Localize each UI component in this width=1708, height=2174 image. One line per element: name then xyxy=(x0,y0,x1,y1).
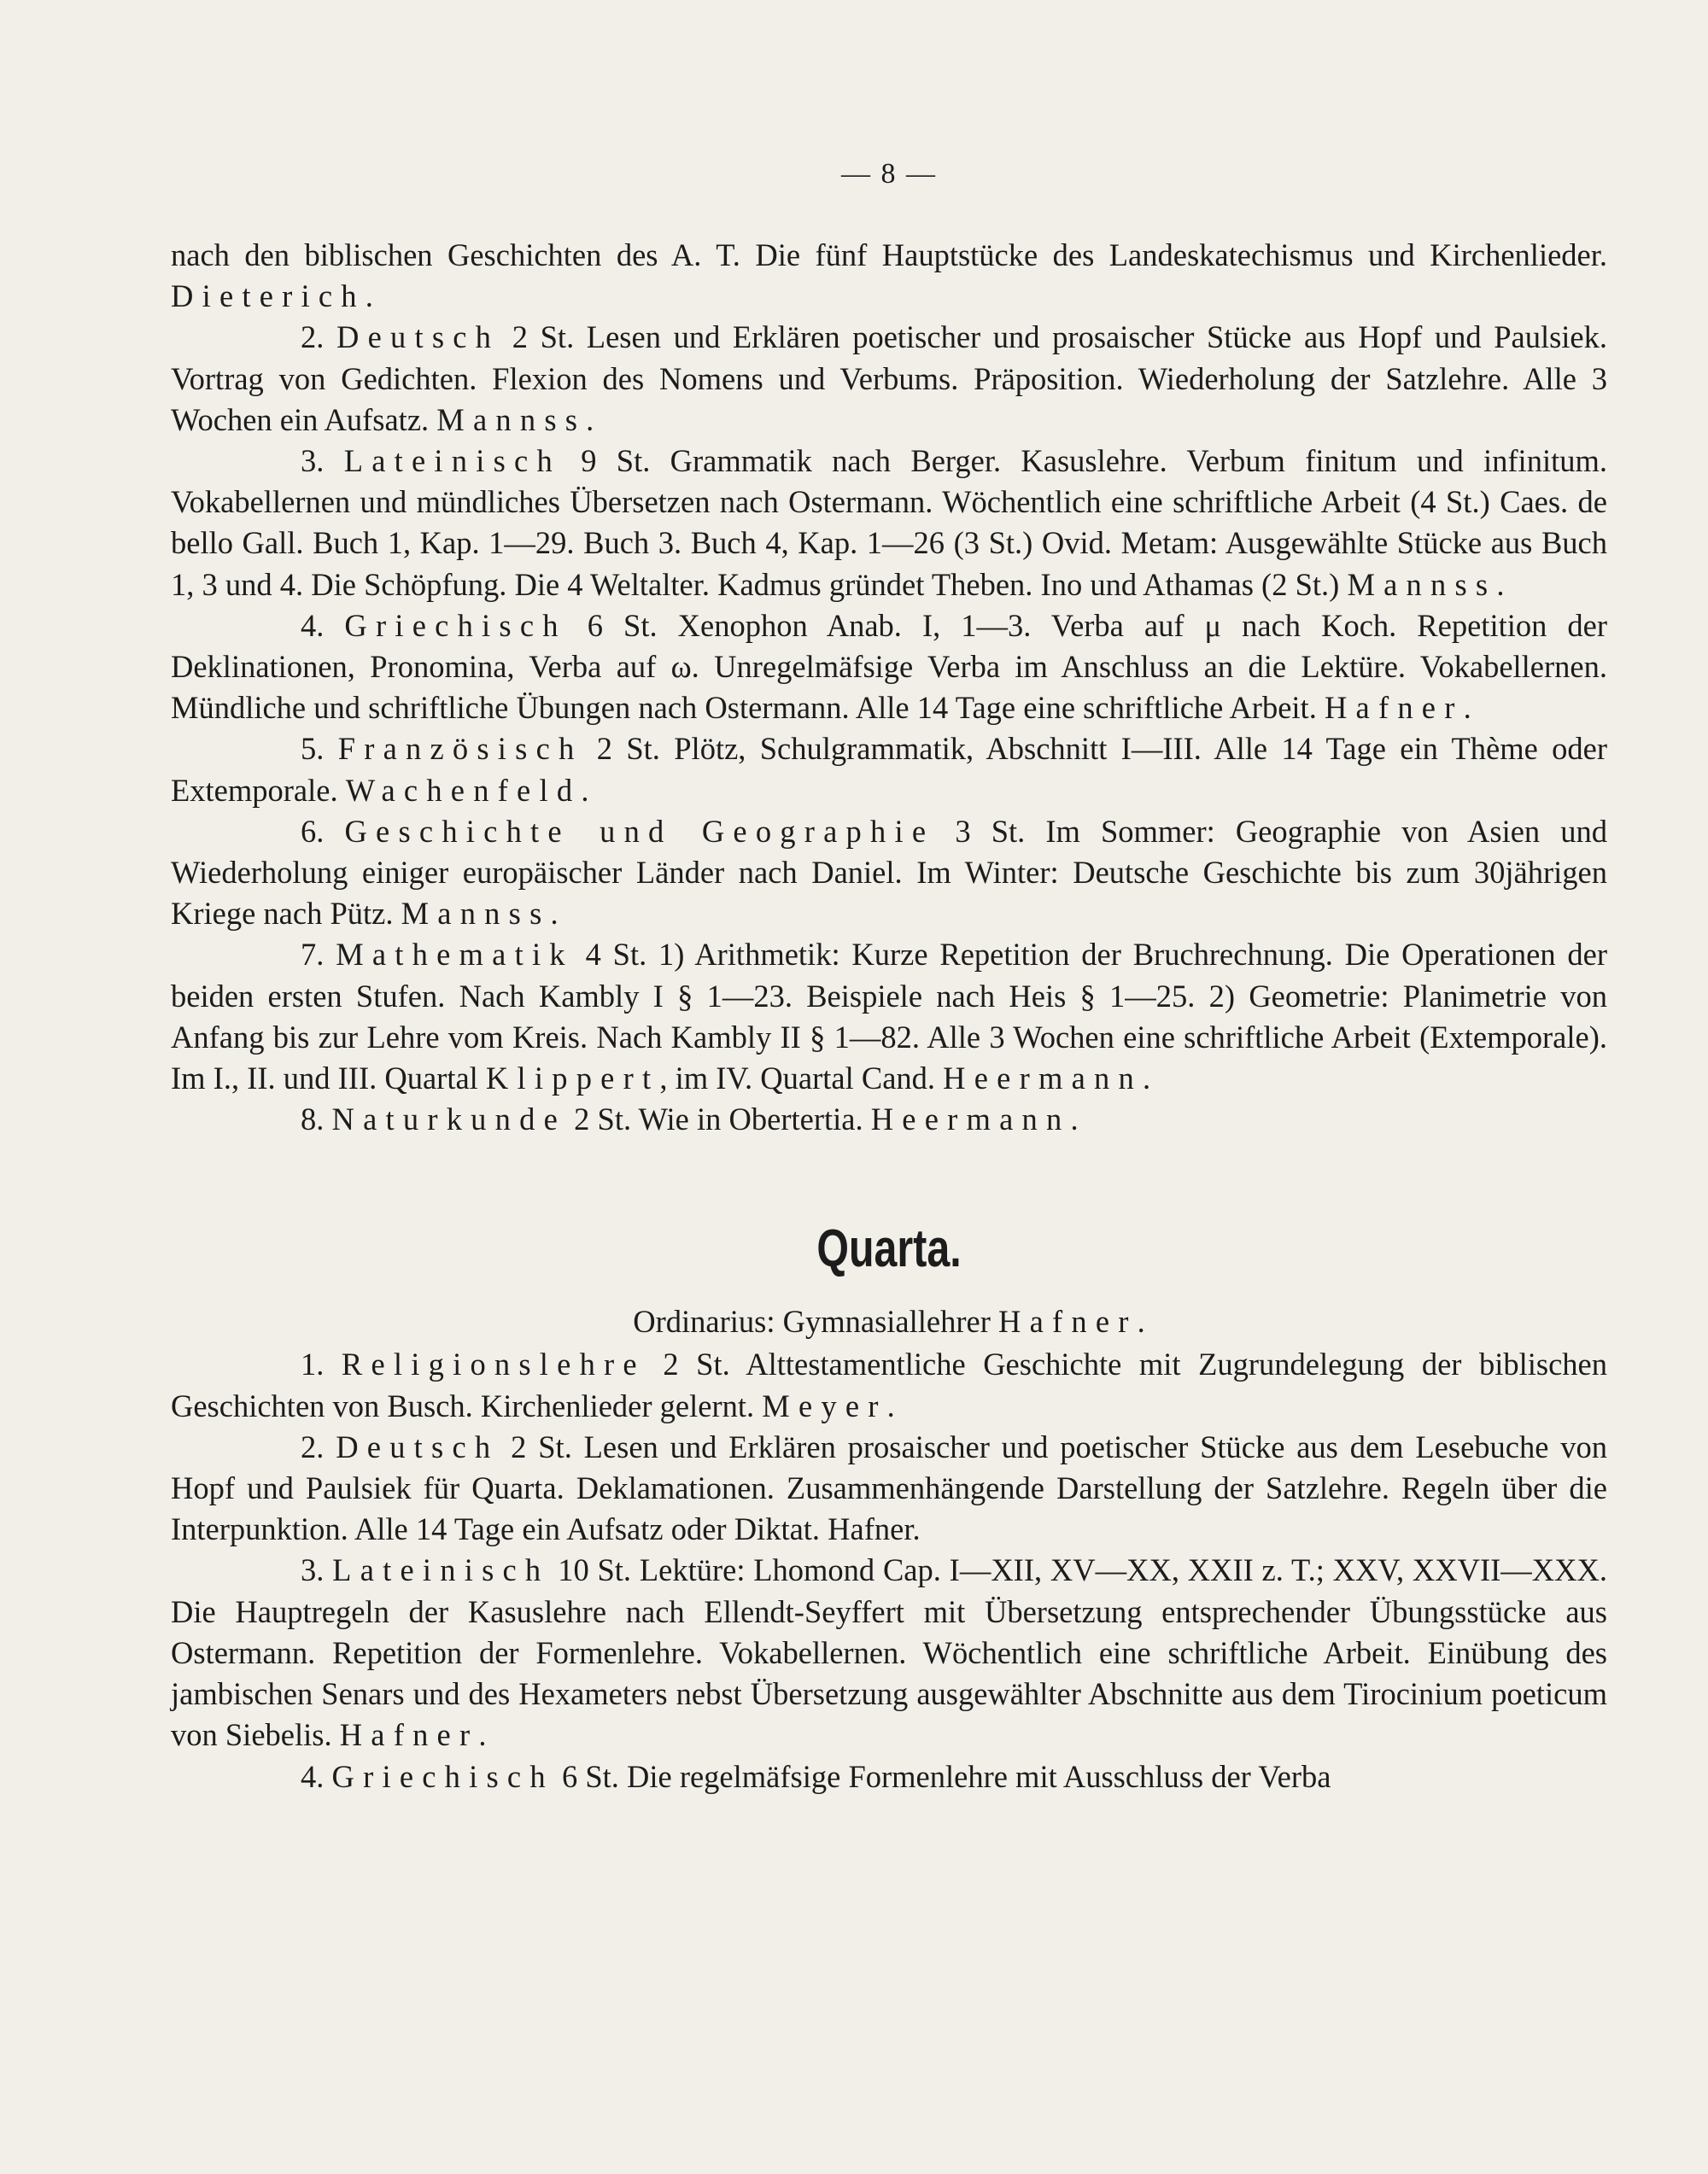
subject-paragraph xyxy=(171,934,1607,1099)
text-run: 2 St. Wie in Obertertia. xyxy=(566,1102,871,1137)
spaced-term: Griechisch xyxy=(344,607,567,643)
spaced-term: Heermann xyxy=(870,1102,1071,1137)
text-run: 2 St. Plötz, Schulgrammatik, Abschnitt I—III. Alle 14 Tage ein Thème oder Extemporale. xyxy=(171,731,1608,808)
subject-paragraph xyxy=(171,1344,1607,1426)
subject-paragraph xyxy=(171,1550,1607,1756)
text-run: . xyxy=(478,1717,487,1753)
text-run: . xyxy=(581,772,589,808)
text-run: 3 St. Im Sommer: Geographie von Asien und Wiederholung einiger europäischer Länder nach Daniel. Im Winter: Deutsche Geschichte bis zum 30jährigen Kriege nach Pütz. xyxy=(171,813,1608,932)
text-run: . xyxy=(1142,1061,1151,1096)
spaced-term: Klippert xyxy=(485,1061,660,1096)
spaced-term: Griechisch xyxy=(331,1758,554,1794)
spaced-term: Geschichte und Geographie xyxy=(344,813,935,849)
text-run: 2 St. Lesen und Erklären poetischer und prosaischer Stücke aus Hopf und Paulsiek. Vortrag von Gedichten. Flexion des Nomens und Verbums. Präposition. Wiederholung der Satzlehre. Alle 3 Wochen ein Aufsatz. xyxy=(171,319,1608,437)
subject-paragraph xyxy=(171,728,1607,810)
text-run: 7. xyxy=(301,937,336,973)
page-number: — 8 — xyxy=(841,158,937,190)
spaced-term: Dieterich xyxy=(171,278,366,314)
spaced-term: Wachenfeld xyxy=(345,772,582,808)
text-run: 6. xyxy=(301,813,345,849)
text-run: 5. xyxy=(301,731,338,767)
text-run: 9 St. Grammatik nach Berger. Kasuslehre. Verbum finitum und infinitum. Vokabellernen und mündliches Übersetzen nach Ostermann. Wöchentlich eine schriftliche Arbeit (4 St.) Caes. de bello Gall. Buch 1, Kap. 1—29. Buch 3. Buch 4, Kap. 1—26 (3 St.) Ovid. Metam: Ausgewählte Stücke aus Buch 1, 3 und 4. Die Schöpfung. Die 4 Weltalter. Kadmus gründet Theben. Ino und Athamas (2 St.) xyxy=(171,443,1607,602)
subject-paragraph xyxy=(171,811,1607,935)
spaced-term: Naturkunde xyxy=(331,1102,567,1137)
subject-paragraph xyxy=(171,1427,1607,1551)
text-run: . xyxy=(1463,690,1471,726)
spaced-term: Hafner xyxy=(339,1717,479,1753)
subject-paragraph xyxy=(171,235,1607,317)
text-run: . xyxy=(886,1388,895,1423)
text-run: 2. xyxy=(301,319,336,355)
spaced-term: Mannss xyxy=(401,896,551,932)
text-run: 4. xyxy=(301,1758,332,1794)
text-run: 2 St. Alttestamentliche Geschichte mit Zugrundelegung der biblischen Geschichten von Busch. Kirchenlieder gelernt. xyxy=(171,1347,1607,1423)
text-run: 3. xyxy=(301,443,344,479)
spaced-term: Mathematik xyxy=(336,937,574,973)
spaced-term: Mannss xyxy=(436,401,587,437)
spaced-term: Mannss xyxy=(1347,566,1497,602)
text-run: . xyxy=(550,896,559,932)
subject-paragraph xyxy=(171,605,1607,729)
subject-paragraph xyxy=(171,1099,1607,1140)
section-title: Quarta. xyxy=(816,1219,962,1279)
spaced-term: Religionslehre xyxy=(341,1347,646,1382)
text-run: . xyxy=(1070,1102,1079,1137)
text-run: 1. xyxy=(301,1347,342,1382)
text-run: 3. xyxy=(301,1552,333,1588)
spaced-term: Deutsch xyxy=(336,319,500,355)
spaced-term: Hafner xyxy=(1324,690,1464,726)
spaced-term: Deutsch xyxy=(336,1429,500,1464)
spaced-term: Lateinisch xyxy=(343,443,561,479)
text-run: . xyxy=(586,401,594,437)
text-run: nach den biblischen Geschichten des A. T. Die fünf Hauptstücke des Landeskatechismus und Kirchenlieder. xyxy=(171,237,1607,272)
spaced-term: Lateinisch xyxy=(332,1552,550,1588)
ordinarius-suffix: . xyxy=(1137,1304,1145,1340)
text-run: . xyxy=(365,278,373,314)
text-run: 6 St. Die regelmäfsige Formenlehre mit Ausschluss der Verba xyxy=(553,1758,1331,1794)
spaced-term: Französisch xyxy=(337,731,583,767)
subject-paragraph xyxy=(171,441,1607,605)
subject-paragraph xyxy=(171,317,1607,441)
obertertia-continuation xyxy=(171,235,1607,1140)
text-run: . xyxy=(1496,566,1505,602)
text-run: , im IV. Quartal Cand. xyxy=(659,1061,944,1096)
ordinarius-prefix: Ordinarius: Gymnasiallehrer xyxy=(633,1304,998,1340)
text-run: 4 St. 1) Arithmetik: Kurze Repetition der Bruchrechnung. Die Operationen der beiden ersten Stufen. Nach Kambly I § 1—23. Beispiele nach Heis § 1—25. 2) Geometrie: Planimetrie von Anfang bis zur Lehre vom Kreis. Nach Kambly II § 1—82. Alle 3 Wochen eine schriftliche Arbeit (Extemporale). Im I., II. und III. Quartal xyxy=(171,937,1607,1096)
text-run: 4. xyxy=(301,607,345,643)
quarta-subjects xyxy=(171,1344,1607,1797)
ordinarius-name: Hafner xyxy=(997,1304,1138,1340)
text-run: 2. xyxy=(301,1429,336,1464)
text-run: 8. xyxy=(301,1102,332,1137)
spaced-term: Meyer xyxy=(762,1388,887,1423)
subject-paragraph xyxy=(171,1756,1607,1797)
spaced-term: Heermann xyxy=(943,1061,1143,1096)
text-run: 2 St. Lesen und Erklären prosaischer und poetischer Stücke aus dem Lesebuche von Hopf und Paulsiek für Quarta. Deklamationen. Zusammenhängende Darstellung der Satzlehre. Regeln über die Interpunktion. Alle 14 Tage ein Aufsatz oder Diktat. Hafner. xyxy=(171,1429,1607,1547)
text-run: 10 St. Lektüre: Lhomond Cap. I—XII, XV—XX, XXII z. T.; XXV, XXVII—XXX. Die Hauptregeln der Kasuslehre nach Ellendt-Seyffert mit Übersetzung entsprechender Übungsstücke aus Ostermann. Repetition der Formenlehre. Vokabellernen. Wöchentlich eine schriftliche Arbeit. Einübung des jambischen Senars und des Hexameters nebst Übersetzung ausgewählter Abschnitte aus dem Tirocinium poeticum von Siebelis. xyxy=(171,1552,1608,1753)
ordinarius-line xyxy=(171,1301,1607,1342)
text-run: 6 St. Xenophon Anab. I, 1—3. Verba auf μ nach Koch. Repetition der Deklinationen, Pronomina, Verba auf ω. Unregelmäfsige Verba im Anschluss an die Lektüre. Vokabellernen. Mündliche und schriftliche Übungen nach Ostermann. Alle 14 Tage eine schriftliche Arbeit. xyxy=(171,607,1608,726)
